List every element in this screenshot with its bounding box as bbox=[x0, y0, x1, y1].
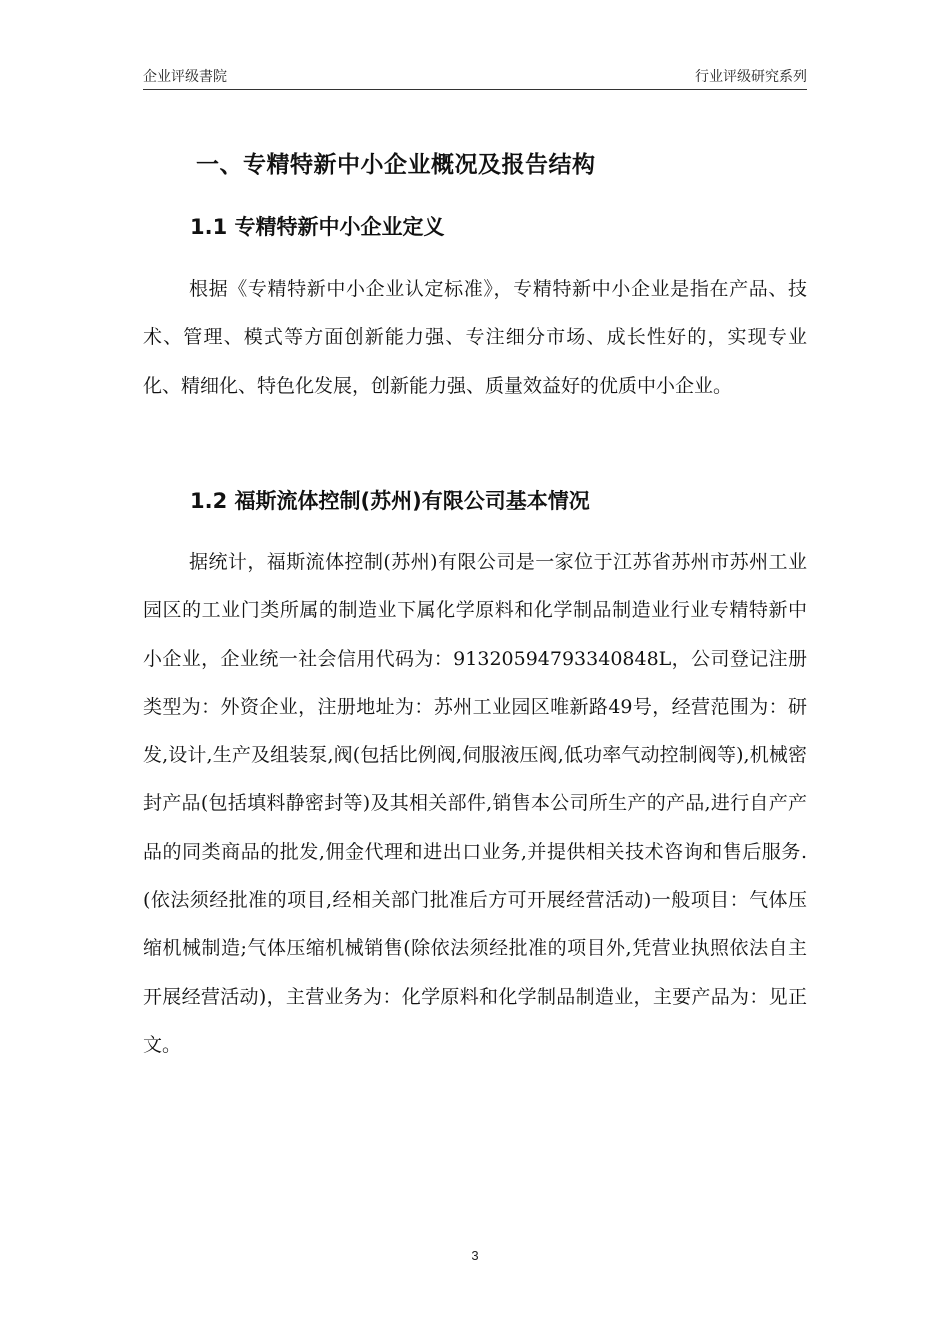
header-divider bbox=[143, 89, 807, 90]
company-paragraph: 据统计，福斯流体控制(苏州)有限公司是一家位于江苏省苏州市苏州工业园区的工业门类所属的制造业下属化学原料和化学制品制造业行业专精特新中小企业，企业统一社会信用代码为：91320594793340848L，公司登记注册类型为：外资企业，注册地址为：苏州工业园区唯新路49号，经营范围为：研发,设计,生产及组装泵,阀(包括比例阀,伺服液压阀,低功率气动控制阀等),机械密封产品(包括填料静密封等)及其相关部件,销售本公司所生产的产品,进行自产产品的同类商品的批发,佣金代理和进出口业务,并提供相关技术咨询和售后服务.(依法须经批准的项目,经相关部门批准后方可开展经营活动)一般项目：气体压缩机械制造;气体压缩机械销售(除依法须经批准的项目外,凭营业执照依法自主开展经营活动)，主营业务为：化学原料和化学制品制造业，主要产品为：见正文。 bbox=[143, 551, 807, 1056]
section-heading: 一、专精特新中小企业概况及报告结构 bbox=[196, 152, 596, 178]
subsection-heading-company: 1.2 福斯流体控制(苏州)有限公司基本情况 bbox=[190, 489, 590, 513]
header-series: 行业评级研究系列 bbox=[695, 69, 807, 85]
page-header bbox=[143, 68, 807, 90]
header-publisher: 企业评级書院 bbox=[143, 69, 227, 85]
definition-paragraph: 根据《专精特新中小企业认定标准》，专精特新中小企业是指在产品、技术、管理、模式等方面创新能力强、专注细分市场、成长性好的，实现专业化、精细化、特色化发展，创新能力强、质量效益好的优质中小企业。 bbox=[143, 278, 807, 397]
page-number: 3 bbox=[471, 1248, 479, 1263]
subsection-heading-definition: 1.1 专精特新中小企业定义 bbox=[190, 215, 445, 239]
